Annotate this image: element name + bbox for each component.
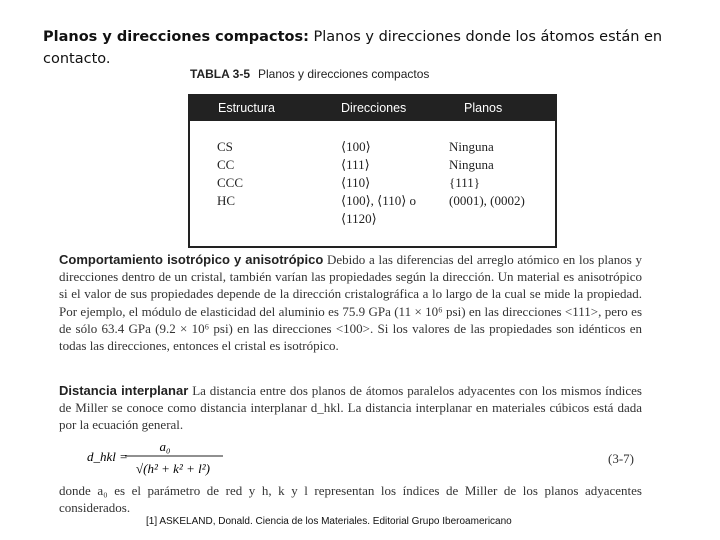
cell-directions: ⟨100⟩, ⟨110⟩ o (341, 193, 417, 208)
cell-planes: (0001), (0002) (449, 193, 525, 208)
cell-planes: Ninguna (449, 139, 494, 154)
table-caption (190, 67, 429, 81)
paragraph-heading: Comportamiento isotrópico y anisotrópico (59, 252, 324, 267)
header-planes: Planos (464, 101, 503, 115)
paragraph-heading: Distancia interplanar (59, 383, 189, 398)
paragraph-text: La distancia entre dos planos de átomos paralelos adyacentes con los mismos índices de Miller se conoce como distancia interplanar d_hkl. La distancia interplanar en materiales cúbicos está dada por la ecuación general. (59, 383, 642, 433)
paragraph-text: donde a₀ es el parámetro de red y h, k y l representan los índices de Miller de los planos adyacentes considerados. (59, 483, 642, 516)
intro-heading: Planos y direcciones compactos: (43, 29, 309, 45)
cell-directions: ⟨1120⟩ (341, 211, 377, 226)
equation (85, 436, 265, 480)
cell-directions: ⟨100⟩ (341, 139, 371, 154)
paragraph-text: Debido a las diferencias del arreglo atómico en los planos y direcciones dentro de un cristal, también varían las propiedades según la dirección. Un material es anisotrópico si el valor de sus propiedades depende de la dirección cristalográfica a lo largo de la cual se mide la propiedad. Por ejemplo, el módulo de elasticidad del aluminio es 75.9 GPa (11 × 10⁶ psi) en las direcciones <111>, pero es de sólo 63.4 GPa (9.2 × 10⁶ psi) en las direcciones <100>. Si los valores de las propiedades son idénticos en todas las direcciones, entonces el cristal es isotrópico. (59, 252, 643, 354)
cell-structure: CS (217, 139, 233, 154)
cell-structure: HC (217, 193, 236, 208)
equation-numerator: a₀ (159, 439, 171, 454)
table-label: TABLA 3-5 (190, 67, 250, 81)
cell-directions: ⟨111⟩ (341, 157, 370, 172)
cell-planes: {111} (449, 175, 481, 190)
paragraph-definition (59, 482, 642, 516)
paragraph-interplanar (59, 382, 642, 434)
equation-number: (3-7) (608, 451, 634, 466)
cell-structure: CC (217, 157, 235, 172)
cell-structure: CCC (217, 175, 244, 190)
table-header (190, 96, 555, 121)
table (188, 94, 557, 248)
table-title: Planos y direcciones compactos (258, 67, 430, 81)
intro-paragraph (43, 26, 683, 70)
equation-lhs: d_hkl = (87, 449, 128, 464)
intro-text: Planos y direcciones donde los átomos están en contacto. (43, 29, 663, 67)
header-directions: Direcciones (341, 101, 407, 115)
equation-denominator: √(h² + k² + l²) (136, 461, 210, 476)
citation: [1] ASKELAND, Donald. Ciencia de los Materiales. Editorial Grupo Iberoamericano (146, 516, 512, 527)
paragraph-isotropy (59, 251, 642, 354)
header-structure: Estructura (218, 101, 275, 115)
cell-planes: Ninguna (449, 157, 494, 172)
cell-directions: ⟨110⟩ (341, 175, 371, 190)
